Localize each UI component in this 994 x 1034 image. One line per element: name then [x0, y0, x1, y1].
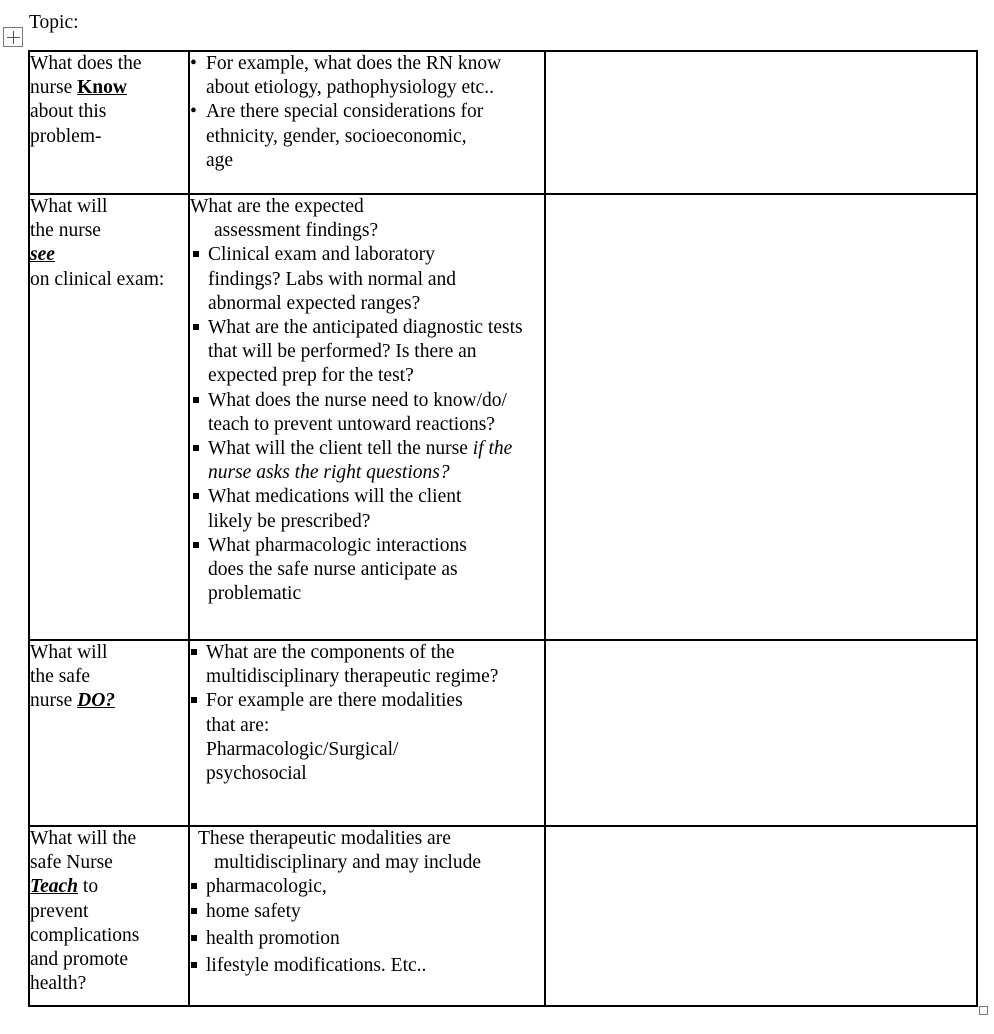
list-item: What are the anticipated diagnostic tests that will be performed? Is there an expected prep for the test? — [192, 316, 544, 389]
list-item: lifestyle modifications. Etc.. — [190, 954, 544, 978]
list-item: pharmacologic, — [190, 875, 544, 899]
label-text: What does the nurse — [30, 53, 142, 99]
table-row-know — [29, 51, 977, 194]
care-plan-table — [28, 50, 978, 1007]
prompt-cell-do[interactable] — [189, 640, 545, 826]
list-item: What are the components of the multidisciplinary therapeutic regime? — [190, 641, 544, 689]
topic-label: Topic: — [29, 12, 79, 33]
prompt-cell-teach[interactable] — [189, 826, 545, 1006]
table-row-do — [29, 640, 977, 826]
label-text: about this problem- — [30, 101, 107, 147]
prompt-cell-know[interactable] — [189, 51, 545, 194]
list-item: What does the nurse need to know/do/ teach to prevent untoward reactions? — [192, 389, 544, 437]
label-cell-know[interactable] — [29, 51, 189, 194]
list-item: health promotion — [190, 927, 544, 951]
lead-text: What are the expected — [190, 196, 364, 217]
table-resize-handle-icon[interactable] — [979, 1006, 988, 1015]
label-cell-teach[interactable] — [29, 826, 189, 1006]
label-text: on clinical exam: — [30, 268, 165, 290]
prompt-cell-see[interactable] — [189, 194, 545, 640]
table-move-handle-icon[interactable] — [3, 27, 23, 47]
list-item: • Are there special considerations for ethnicity, gender, socioeconomic, age — [190, 100, 544, 173]
answer-cell-teach[interactable] — [545, 826, 977, 1006]
label-text: to prevent complications and promote health? — [30, 876, 140, 995]
list-item: What will the client tell the nurse if the nurse asks the right questions? — [192, 437, 544, 485]
lead-text: multidisciplinary and may include — [214, 852, 481, 874]
answer-cell-see[interactable] — [545, 194, 977, 640]
lead-text: These therapeutic modalities are — [198, 828, 451, 849]
keyword-teach: Teach — [30, 876, 79, 898]
table-row-teach — [29, 826, 977, 1006]
table-row-see — [29, 194, 977, 640]
lead-text: assessment findings? — [214, 220, 379, 242]
label-text: What will the nurse — [30, 196, 108, 242]
list-item: For example are there modalities that are: — [190, 689, 544, 737]
label-text: What will the safe Nurse — [30, 828, 137, 874]
continuation-text: Pharmacologic/Surgical/ — [206, 738, 399, 760]
list-item: What medications will the client likely be prescribed? — [192, 485, 544, 533]
label-cell-do[interactable] — [29, 640, 189, 826]
list-item: Clinical exam and laboratory findings? Labs with normal and abnormal expected ranges? — [192, 243, 544, 316]
answer-cell-know[interactable] — [545, 51, 977, 194]
list-item: What pharmacologic interactions does the safe nurse anticipate as problematic — [192, 534, 544, 607]
keyword-do: DO? — [77, 690, 116, 712]
label-cell-see[interactable] — [29, 194, 189, 640]
list-item: home safety — [190, 900, 544, 924]
keyword-know: Know — [77, 77, 127, 99]
answer-cell-do[interactable] — [545, 640, 977, 826]
keyword-see: see — [30, 244, 55, 266]
continuation-text: psychosocial — [206, 763, 307, 785]
label-text: What will the safe nurse — [30, 642, 108, 712]
list-item: • For example, what does the RN know about etiology, pathophysiology etc.. — [190, 52, 544, 100]
